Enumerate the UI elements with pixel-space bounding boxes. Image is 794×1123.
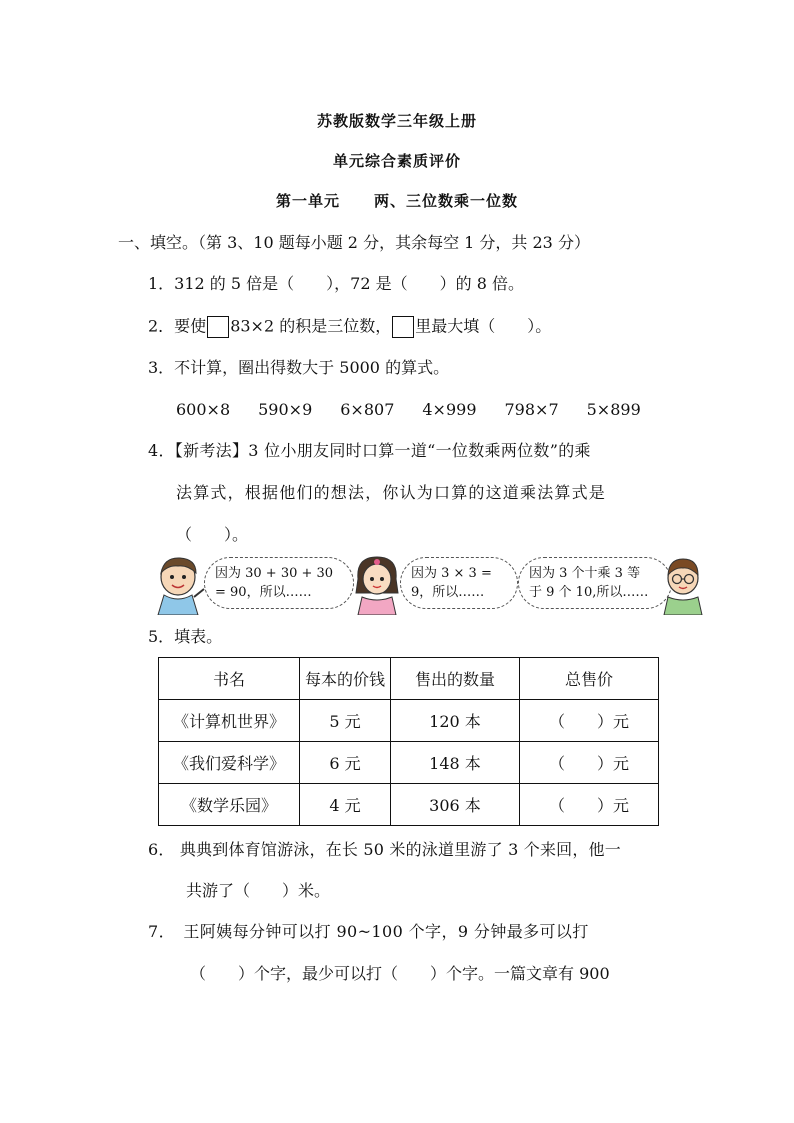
table-cell: 《我们爱科学》: [159, 742, 300, 784]
question-7-line2: （ ）个字，最少可以打（ ）个字。一篇文章有 900: [190, 964, 610, 983]
question-4-line3: （ ）。: [176, 525, 249, 544]
blank-box: [207, 316, 229, 338]
table-cell: 《数学乐园》: [159, 784, 300, 826]
expression-item: 6×807: [340, 400, 395, 419]
bubble-1-line2: = 90，所以……: [215, 585, 312, 600]
doc-subtitle: 单元综合素质评价: [332, 152, 461, 170]
unit-title: [0, 190, 794, 211]
question-5: 5．填表。: [148, 627, 223, 646]
question-2-pre: 2．要使: [148, 316, 207, 336]
table-row: [159, 742, 659, 784]
question-6-line2: 共游了（ ）米。: [186, 881, 331, 900]
expression-item: 5×899: [586, 400, 641, 419]
table-header-cell: 总售价: [520, 658, 659, 700]
question-2: [148, 316, 551, 338]
question-1: 1．312 的 5 倍是（ ），72 是（ ）的 8 倍。: [148, 274, 524, 293]
glasses-boy-illustration: [660, 553, 706, 615]
table-cell: （ ）元: [520, 700, 659, 742]
table-header-cell: 售出的数量: [391, 658, 520, 700]
table-cell: 4 元: [300, 784, 391, 826]
table-cell: 306 本: [391, 784, 520, 826]
question-4-line1: 4．【新考法】3 位小朋友同时口算一道“一位数乘两位数”的乘: [148, 441, 591, 460]
speech-bubble-1: [204, 557, 354, 609]
speech-bubble-3: [518, 557, 672, 609]
table-header-cell: 书名: [159, 658, 300, 700]
table-row: [159, 700, 659, 742]
table-cell: 120 本: [391, 700, 520, 742]
question-4-line2: 法算式，根据他们的想法，你认为口算的这道乘法算式是: [176, 483, 607, 502]
girl-illustration: [352, 553, 402, 615]
table-cell: （ ）元: [520, 742, 659, 784]
bubble-1-line1: 因为 30 + 30 + 30: [215, 566, 334, 581]
expression-item: 590×9: [258, 400, 313, 419]
table-cell: 148 本: [391, 742, 520, 784]
expression-item: 600×8: [176, 400, 231, 419]
bubble-3-line2: 于 9 个 10,所以……: [529, 585, 649, 600]
question-6-line1: 6． 典典到体育馆游泳，在长 50 米的泳道里游了 3 个来回，他一: [148, 840, 621, 859]
table-cell: （ ）元: [520, 784, 659, 826]
unit-topic: 两、三位数乘一位数: [374, 192, 519, 210]
section-heading: 一、填空。（第 3、10 题每小题 2 分，其余每空 1 分，共 23 分）: [118, 233, 590, 252]
table-cell: 6 元: [300, 742, 391, 784]
bubble-2-line1: 因为 3 × 3 =: [411, 566, 492, 581]
unit-number: 第一单元: [275, 192, 340, 210]
boy-illustration: [154, 553, 206, 615]
expression-item: 798×7: [504, 400, 559, 419]
table-cell: 《计算机世界》: [159, 700, 300, 742]
speech-bubble-2: [400, 557, 518, 609]
table-header-cell: 每本的价钱: [300, 658, 391, 700]
table-cell: 5 元: [300, 700, 391, 742]
expression-list: [176, 400, 669, 420]
question-7-line1: 7． 王阿姨每分钟可以打 90~100 个字，9 分钟最多可以打: [148, 922, 589, 941]
question-2-post: 里最大填（ ）。: [415, 316, 552, 336]
bubble-3-line1: 因为 3 个十乘 3 等: [529, 566, 641, 581]
expression-item: 4×999: [422, 400, 477, 419]
table-header-row: [159, 658, 659, 700]
bubble-2-line2: 9，所以……: [411, 585, 485, 600]
doc-title: 苏教版数学三年级上册: [316, 112, 477, 130]
fill-table: [158, 657, 659, 826]
blank-box: [392, 316, 414, 338]
question-3: 3．不计算，圈出得数大于 5000 的算式。: [148, 358, 450, 377]
question-2-mid: 83×2 的积是三位数，: [230, 316, 392, 336]
table-row: [159, 784, 659, 826]
